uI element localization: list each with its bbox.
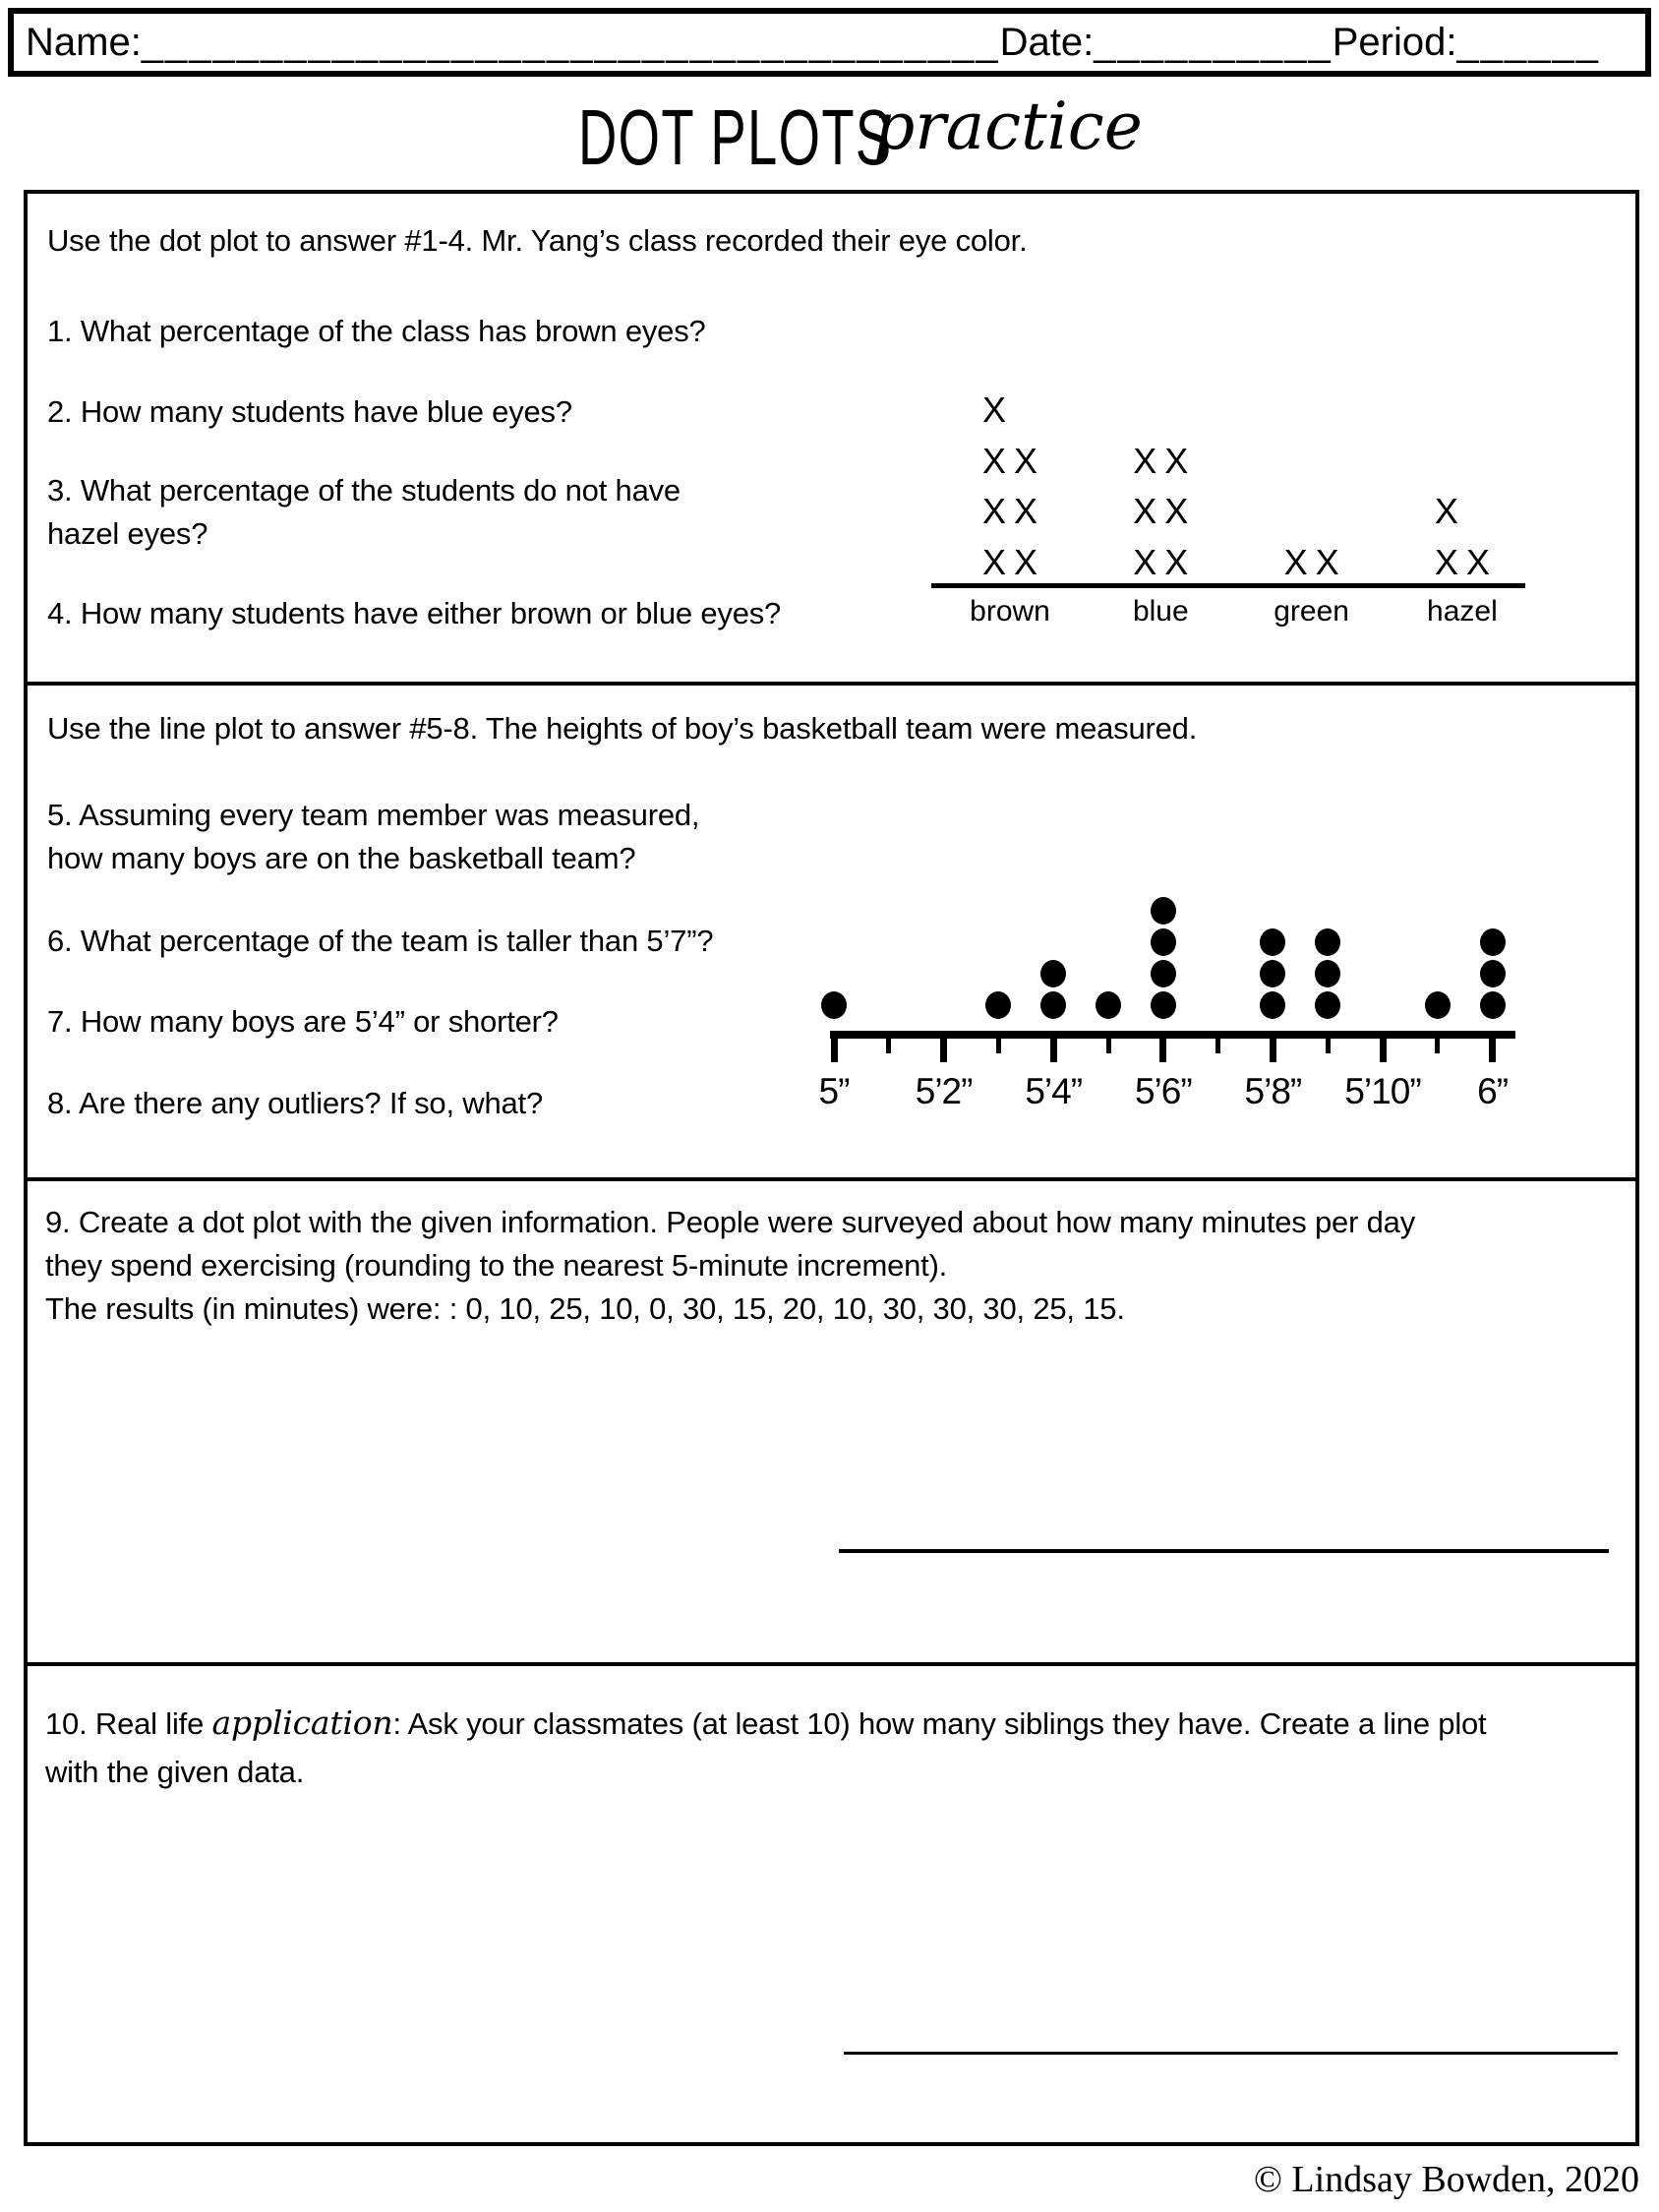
major-tick — [940, 1031, 947, 1062]
minor-tick — [886, 1031, 891, 1053]
section2-intro: Use the line plot to answer #5-8. The heights of boy’s basketball team were measured. — [47, 711, 1198, 746]
section-application — [28, 1666, 1635, 2142]
minor-tick — [1435, 1031, 1440, 1053]
category-label: green — [1274, 595, 1349, 628]
major-tick — [1050, 1031, 1057, 1062]
question-10-line1: 10. Real life application: Ask your classmates (at least 10) how many siblings they have. Create a line plot — [45, 1704, 1487, 1742]
question-10-line2: with the given data. — [45, 1755, 305, 1789]
number-line — [830, 1031, 1515, 1039]
dot-mark — [1151, 960, 1176, 987]
height-line-plot — [814, 887, 1547, 1123]
page-title: DOT PLOTS — [578, 93, 893, 181]
tick-label: 5’2” — [915, 1071, 973, 1111]
period-label: Period: — [1332, 20, 1457, 64]
date-blank-line[interactable]: __________ — [1094, 20, 1333, 64]
x-mark: X — [1434, 491, 1458, 532]
x-mark: X — [1315, 542, 1339, 582]
x-mark: X — [981, 542, 1007, 582]
x-mark: X — [1283, 542, 1308, 582]
worksheet-box — [24, 190, 1639, 2146]
dot-mark — [1315, 928, 1340, 956]
name-date-period-box — [8, 8, 1651, 77]
tick-label: 5’10” — [1344, 1071, 1421, 1111]
x-mark: X — [1013, 491, 1038, 532]
dot-mark — [1151, 991, 1176, 1019]
question-9-line1: 9. Create a dot plot with the given information. People were surveyed about how many minutes per day — [45, 1205, 1416, 1239]
name-label: Name: — [26, 20, 142, 64]
x-mark: X — [981, 440, 1007, 481]
dot-mark — [1425, 991, 1451, 1019]
copyright-credit: © Lindsay Bowden, 2020 — [1254, 2159, 1639, 2200]
dot-mark — [1040, 960, 1066, 987]
question-4: 4. How many students have either brown or blue eyes? — [47, 596, 782, 630]
category-label: hazel — [1427, 595, 1498, 628]
section-create-dot-plot — [28, 1181, 1635, 1662]
x-mark: X — [1164, 440, 1189, 481]
question-7: 7. How many boys are 5’4” or shorter? — [47, 1004, 559, 1039]
question-6: 6. What percentage of the team is taller than 5’7”? — [47, 924, 714, 958]
eye-color-dot-plot — [915, 388, 1603, 673]
dot-mark — [1315, 991, 1340, 1019]
minor-tick — [1215, 1031, 1220, 1053]
period-blank-line[interactable]: ______ — [1456, 20, 1600, 64]
major-tick — [1489, 1031, 1496, 1062]
dot-mark — [1260, 991, 1285, 1019]
dot-mark — [1480, 991, 1506, 1019]
dot-mark — [985, 991, 1011, 1019]
question-8: 8. Are there any outliers? If so, what? — [47, 1086, 543, 1120]
question-1: 1. What percentage of the class has brown eyes? — [47, 314, 706, 348]
x-mark: X — [981, 389, 1007, 430]
x-mark: X — [1133, 542, 1157, 582]
application-script-word: application — [211, 1704, 393, 1742]
x-mark: X — [1164, 491, 1189, 532]
dot-mark — [1480, 928, 1506, 956]
axis-line — [931, 583, 1525, 588]
category-label: brown — [970, 595, 1050, 628]
tick-label: 6” — [1477, 1071, 1509, 1111]
section1-intro: Use the dot plot to answer #1-4. Mr. Yang’s class recorded their eye color. — [47, 223, 1028, 258]
minor-tick — [1326, 1031, 1331, 1053]
page-title-script: practice — [873, 89, 1143, 164]
x-mark: X — [1164, 542, 1189, 582]
question-3: 3. What percentage of the students do not have hazel eyes? — [47, 473, 681, 551]
dot-mark — [1315, 960, 1340, 987]
question-2: 2. How many students have blue eyes? — [47, 394, 572, 429]
question-9-line3: The results (in minutes) were: : 0, 10, 25, 10, 0, 30, 15, 20, 10, 30, 30, 30, 25, 15. — [45, 1291, 1125, 1326]
tick-label: 5’8” — [1244, 1071, 1302, 1111]
answer-baseline-q10[interactable] — [844, 2052, 1618, 2055]
tick-label: 5” — [818, 1071, 850, 1111]
x-mark: X — [1133, 491, 1157, 532]
section-eye-color — [28, 194, 1635, 682]
dot-mark — [1151, 928, 1176, 956]
dot-mark — [1040, 991, 1066, 1019]
dot-mark — [1096, 991, 1121, 1019]
tick-label: 5’4” — [1025, 1071, 1083, 1111]
x-mark: X — [1133, 440, 1157, 481]
answer-baseline-q9[interactable] — [839, 1549, 1609, 1553]
dot-mark — [1151, 897, 1176, 925]
section-heights — [28, 686, 1635, 1177]
major-tick — [831, 1031, 838, 1062]
category-label: blue — [1132, 595, 1189, 628]
question-5: 5. Assuming every team member was measured, how many boys are on the basketball team? — [47, 798, 700, 875]
name-blank-line[interactable]: ____________________________________ — [141, 20, 1000, 64]
dot-mark — [1260, 928, 1285, 956]
date-label: Date: — [999, 20, 1095, 64]
major-tick — [1380, 1031, 1387, 1062]
minor-tick — [996, 1031, 1001, 1053]
dot-mark — [821, 991, 847, 1019]
tick-label: 5’6” — [1134, 1071, 1192, 1111]
major-tick — [1270, 1031, 1276, 1062]
x-mark: X — [1465, 542, 1490, 582]
dot-mark — [1480, 960, 1506, 987]
x-mark: X — [981, 491, 1007, 532]
major-tick — [1159, 1031, 1166, 1062]
minor-tick — [1106, 1031, 1111, 1053]
x-mark: X — [1434, 542, 1458, 582]
x-mark: X — [1013, 542, 1038, 582]
x-mark: X — [1013, 440, 1038, 481]
question-9-line2: they spend exercising (rounding to the nearest 5-minute increment). — [45, 1248, 948, 1283]
dot-mark — [1260, 960, 1285, 987]
